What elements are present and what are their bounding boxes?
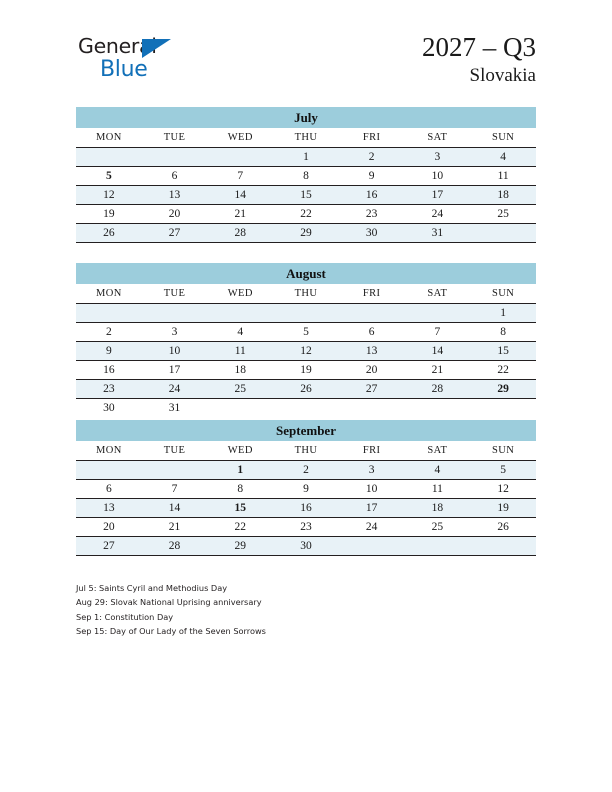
calendar-day-30[interactable]: 30 [273, 537, 339, 556]
calendar-day-3[interactable]: 3 [405, 148, 471, 167]
calendar-day-23[interactable]: 23 [76, 380, 142, 399]
calendar-day-14[interactable]: 14 [207, 186, 273, 205]
calendar-day-5[interactable]: 5 [273, 323, 339, 342]
calendar-day-22[interactable]: 22 [470, 361, 536, 380]
calendar-day-14[interactable]: 14 [142, 499, 208, 518]
calendar-day-empty [470, 224, 536, 243]
title-block [422, 32, 536, 89]
calendar-day-empty [207, 304, 273, 323]
calendar-day-31[interactable]: 31 [142, 399, 208, 418]
calendar-day-10[interactable]: 10 [405, 167, 471, 186]
calendar-day-27[interactable]: 27 [142, 224, 208, 243]
weekday-header-thu: THU [273, 441, 339, 461]
calendar-day-28[interactable]: 28 [142, 537, 208, 556]
legend-item: Sep 1: Constitution Day [76, 611, 174, 622]
calendar-day-8[interactable]: 8 [470, 323, 536, 342]
weekday-header-row [76, 284, 536, 304]
calendar-day-28[interactable]: 28 [405, 380, 471, 399]
calendar-day-21[interactable]: 21 [142, 518, 208, 537]
calendar-week-row [76, 399, 536, 418]
calendar-day-9[interactable]: 9 [339, 167, 405, 186]
calendar-day-3[interactable]: 3 [142, 323, 208, 342]
weekday-header-sun: SUN [470, 284, 536, 304]
calendar-day-12[interactable]: 12 [273, 342, 339, 361]
calendar-day-27[interactable]: 27 [339, 380, 405, 399]
weekday-header-mon: MON [76, 441, 142, 461]
calendar-day-26[interactable]: 26 [76, 224, 142, 243]
calendar-day-11[interactable]: 11 [470, 167, 536, 186]
legend-item: Aug 29: Slovak National Uprising anniversary [76, 597, 262, 608]
calendar-day-25[interactable]: 25 [470, 205, 536, 224]
calendar-day-empty [207, 399, 273, 418]
calendar-day-12[interactable]: 12 [470, 480, 536, 499]
calendar-day-31[interactable]: 31 [405, 224, 471, 243]
calendar-day-4[interactable]: 4 [470, 148, 536, 167]
calendar-table [76, 441, 536, 556]
calendar-day-11[interactable]: 11 [405, 480, 471, 499]
calendar-day-21[interactable]: 21 [207, 205, 273, 224]
calendar-week-row [76, 361, 536, 380]
calendar-day-empty [470, 537, 536, 556]
calendar-day-29[interactable]: 29 [273, 224, 339, 243]
calendar-day-empty [273, 304, 339, 323]
calendar-day-2[interactable]: 2 [273, 461, 339, 480]
calendar-day-5-holiday[interactable]: 5 [76, 167, 142, 186]
calendar-day-8[interactable]: 8 [207, 480, 273, 499]
calendar-day-empty [470, 399, 536, 418]
calendar-week-row [76, 537, 536, 556]
calendar-week-row [76, 167, 536, 186]
calendar-day-20[interactable]: 20 [76, 518, 142, 537]
weekday-header-sun: SUN [470, 441, 536, 461]
calendar-week-row [76, 342, 536, 361]
calendar-day-23[interactable]: 23 [339, 205, 405, 224]
calendar-day-empty [405, 304, 471, 323]
calendar-day-18[interactable]: 18 [207, 361, 273, 380]
calendar-day-22[interactable]: 22 [207, 518, 273, 537]
calendar-day-2[interactable]: 2 [339, 148, 405, 167]
weekday-header-tue: TUE [142, 441, 208, 461]
weekday-header-sat: SAT [405, 128, 471, 148]
calendar-day-17[interactable]: 17 [339, 499, 405, 518]
calendar-day-9[interactable]: 9 [273, 480, 339, 499]
calendar-day-29-holiday[interactable]: 29 [470, 380, 536, 399]
calendar-day-1[interactable]: 1 [470, 304, 536, 323]
weekday-header-sun: SUN [470, 128, 536, 148]
calendar-week-row [76, 186, 536, 205]
calendar-day-empty [76, 461, 142, 480]
calendar-day-7[interactable]: 7 [142, 480, 208, 499]
calendar-day-15-holiday[interactable]: 15 [207, 499, 273, 518]
calendar-body [76, 148, 536, 243]
general-blue-logo[interactable] [78, 36, 298, 88]
calendar-day-empty [273, 399, 339, 418]
calendar-day-2[interactable]: 2 [76, 323, 142, 342]
calendar-day-8[interactable]: 8 [273, 167, 339, 186]
page-header [0, 0, 612, 100]
weekday-header-row [76, 441, 536, 461]
month-calendar-september [76, 420, 536, 556]
calendar-week-row [76, 323, 536, 342]
calendar-day-15[interactable]: 15 [273, 186, 339, 205]
calendar-day-6[interactable]: 6 [339, 323, 405, 342]
calendar-day-14[interactable]: 14 [405, 342, 471, 361]
calendar-day-1-holiday[interactable]: 1 [207, 461, 273, 480]
calendar-day-24[interactable]: 24 [339, 518, 405, 537]
calendar-day-empty [339, 304, 405, 323]
calendar-day-empty [142, 461, 208, 480]
month-title: July [76, 107, 536, 128]
calendar-day-4[interactable]: 4 [207, 323, 273, 342]
page-title: 2027 – Q3 [422, 32, 536, 62]
weekday-header-mon: MON [76, 284, 142, 304]
month-calendar-july [76, 107, 536, 243]
calendar-day-26[interactable]: 26 [470, 518, 536, 537]
calendar-day-empty [405, 399, 471, 418]
calendar-day-23[interactable]: 23 [273, 518, 339, 537]
calendar-day-15[interactable]: 15 [470, 342, 536, 361]
weekday-header-sat: SAT [405, 441, 471, 461]
calendar-day-22[interactable]: 22 [273, 205, 339, 224]
calendar-week-row [76, 304, 536, 323]
logo-text-general: General [78, 34, 157, 58]
calendar-day-16[interactable]: 16 [273, 499, 339, 518]
calendar-day-29[interactable]: 29 [207, 537, 273, 556]
weekday-header-fri: FRI [339, 128, 405, 148]
calendar-day-10[interactable]: 10 [142, 342, 208, 361]
calendar-week-row [76, 461, 536, 480]
calendar-day-9[interactable]: 9 [76, 342, 142, 361]
calendar-week-row [76, 380, 536, 399]
calendar-day-30[interactable]: 30 [76, 399, 142, 418]
calendar-day-3[interactable]: 3 [339, 461, 405, 480]
calendar-day-11[interactable]: 11 [207, 342, 273, 361]
calendar-day-16[interactable]: 16 [339, 186, 405, 205]
weekday-header-mon: MON [76, 128, 142, 148]
calendar-day-24[interactable]: 24 [142, 380, 208, 399]
weekday-header-wed: WED [207, 284, 273, 304]
calendar-day-27[interactable]: 27 [76, 537, 142, 556]
weekday-header-fri: FRI [339, 284, 405, 304]
calendar-day-21[interactable]: 21 [405, 361, 471, 380]
calendar-day-10[interactable]: 10 [339, 480, 405, 499]
calendar-day-17[interactable]: 17 [142, 361, 208, 380]
calendar-day-30[interactable]: 30 [339, 224, 405, 243]
weekday-header-tue: TUE [142, 128, 208, 148]
calendar-week-row [76, 499, 536, 518]
calendar-day-19[interactable]: 19 [76, 205, 142, 224]
calendar-day-empty [142, 148, 208, 167]
calendar-day-12[interactable]: 12 [76, 186, 142, 205]
month-title: August [76, 263, 536, 284]
calendar-day-7[interactable]: 7 [207, 167, 273, 186]
calendar-table [76, 284, 536, 417]
calendar-day-7[interactable]: 7 [405, 323, 471, 342]
calendar-day-20[interactable]: 20 [339, 361, 405, 380]
calendar-day-empty [405, 537, 471, 556]
calendar-day-20[interactable]: 20 [142, 205, 208, 224]
calendar-day-25[interactable]: 25 [207, 380, 273, 399]
legend-item: Sep 15: Day of Our Lady of the Seven Sorrows [76, 625, 266, 636]
calendar-day-13[interactable]: 13 [142, 186, 208, 205]
weekday-header-wed: WED [207, 441, 273, 461]
legend-item: Jul 5: Saints Cyril and Methodius Day [76, 583, 228, 593]
page-subtitle: Slovakia [469, 65, 536, 87]
calendar-week-row [76, 480, 536, 499]
calendar-table [76, 128, 536, 243]
calendar-body [76, 461, 536, 556]
holiday-legend [76, 581, 536, 638]
weekday-header-sat: SAT [405, 284, 471, 304]
month-title: September [76, 420, 536, 441]
calendar-day-16[interactable]: 16 [76, 361, 142, 380]
calendar-day-6[interactable]: 6 [142, 167, 208, 186]
calendar-day-empty [142, 304, 208, 323]
calendar-day-empty [339, 537, 405, 556]
logo-triangle-icon [142, 39, 171, 58]
weekday-header-fri: FRI [339, 441, 405, 461]
weekday-header-thu: THU [273, 284, 339, 304]
calendar-week-row [76, 518, 536, 537]
calendar-week-row [76, 148, 536, 167]
calendar-week-row [76, 205, 536, 224]
calendar-day-24[interactable]: 24 [405, 205, 471, 224]
calendar-body [76, 304, 536, 418]
calendar-day-empty [207, 148, 273, 167]
calendar-day-1[interactable]: 1 [273, 148, 339, 167]
calendar-day-6[interactable]: 6 [76, 480, 142, 499]
weekday-header-tue: TUE [142, 284, 208, 304]
calendar-day-26[interactable]: 26 [273, 380, 339, 399]
month-calendar-august [76, 263, 536, 417]
weekday-header-row [76, 128, 536, 148]
weekday-header-thu: THU [273, 128, 339, 148]
calendar-day-28[interactable]: 28 [207, 224, 273, 243]
calendar-day-19[interactable]: 19 [273, 361, 339, 380]
calendar-day-empty [76, 304, 142, 323]
calendar-day-empty [339, 399, 405, 418]
calendar-day-25[interactable]: 25 [405, 518, 471, 537]
calendar-day-4[interactable]: 4 [405, 461, 471, 480]
calendar-day-19[interactable]: 19 [470, 499, 536, 518]
calendar-day-17[interactable]: 17 [405, 186, 471, 205]
calendar-day-5[interactable]: 5 [470, 461, 536, 480]
weekday-header-wed: WED [207, 128, 273, 148]
calendar-day-13[interactable]: 13 [76, 499, 142, 518]
calendar-day-empty [76, 148, 142, 167]
calendar-day-13[interactable]: 13 [339, 342, 405, 361]
calendar-day-18[interactable]: 18 [470, 186, 536, 205]
calendar-day-18[interactable]: 18 [405, 499, 471, 518]
calendar-week-row [76, 224, 536, 243]
logo-text-blue: Blue [100, 57, 148, 82]
